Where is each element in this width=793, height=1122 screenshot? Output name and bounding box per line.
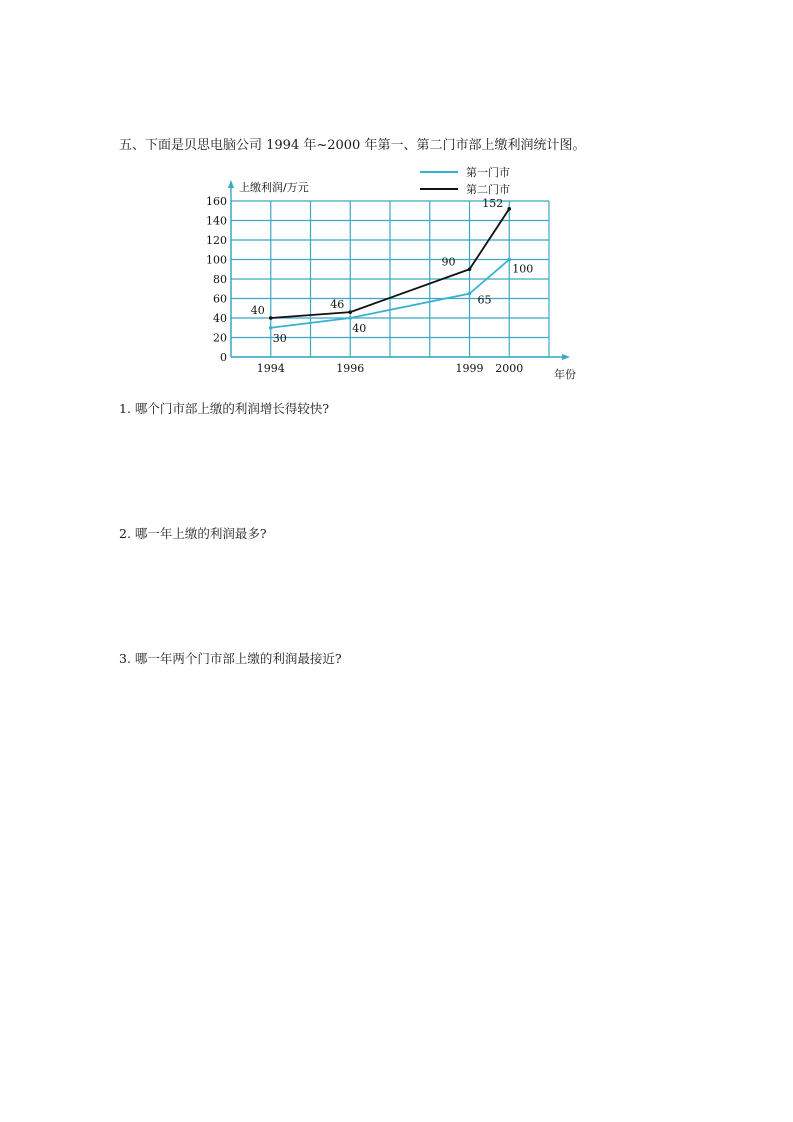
x-tick-label: 1994: [256, 362, 285, 375]
data-point: [507, 207, 511, 211]
x-tick-label: 1999: [455, 362, 484, 375]
data-label: 40: [352, 322, 367, 335]
chart-legend: [420, 165, 510, 196]
question-2: 2. 哪一年上缴的利润最多?: [119, 526, 267, 541]
problem-title: 五、下面是贝思电脑公司 1994 年~2000 年第一、第二门市部上缴利润统计图。: [119, 138, 586, 153]
question-1: 1. 哪个门市部上缴的利润增长得较快?: [119, 401, 330, 416]
data-point: [468, 267, 472, 271]
data-label: 46: [330, 298, 345, 312]
question-3: 3. 哪一年两个门市部上缴的利润最接近?: [119, 651, 342, 666]
data-point: [348, 310, 352, 314]
chart-axes: [206, 180, 576, 381]
y-axis-title: 上缴利润/万元: [239, 181, 309, 194]
y-tick-label: 80: [213, 273, 227, 286]
x-tick-label: 1996: [336, 362, 365, 375]
y-tick-label: 40: [213, 312, 227, 325]
line-chart: [0, 0, 793, 400]
y-tick-label: 20: [213, 331, 227, 345]
y-tick-label: 120: [206, 234, 227, 247]
data-point: [269, 316, 273, 320]
data-label: 30: [272, 331, 287, 345]
data-point: [348, 316, 352, 320]
data-point: [468, 292, 472, 296]
data-label: 152: [482, 196, 504, 210]
y-tick-label: 100: [206, 253, 227, 267]
data-label: 90: [441, 255, 456, 269]
data-label: 65: [477, 293, 492, 307]
x-axis-title: 年份: [554, 368, 576, 381]
y-tick-label: 140: [206, 214, 227, 228]
x-tick-label: 2000: [495, 362, 524, 375]
chart-series: [251, 197, 534, 345]
y-tick-label: 160: [206, 195, 227, 208]
y-tick-label: 0: [220, 351, 227, 364]
legend-label: 第一门市: [466, 166, 510, 179]
data-point: [507, 258, 511, 262]
data-label: 100: [512, 262, 534, 276]
data-label: 40: [250, 304, 265, 317]
y-tick-label: 60: [213, 292, 227, 306]
data-point: [269, 326, 273, 330]
legend-label: 第二门市: [466, 183, 510, 196]
